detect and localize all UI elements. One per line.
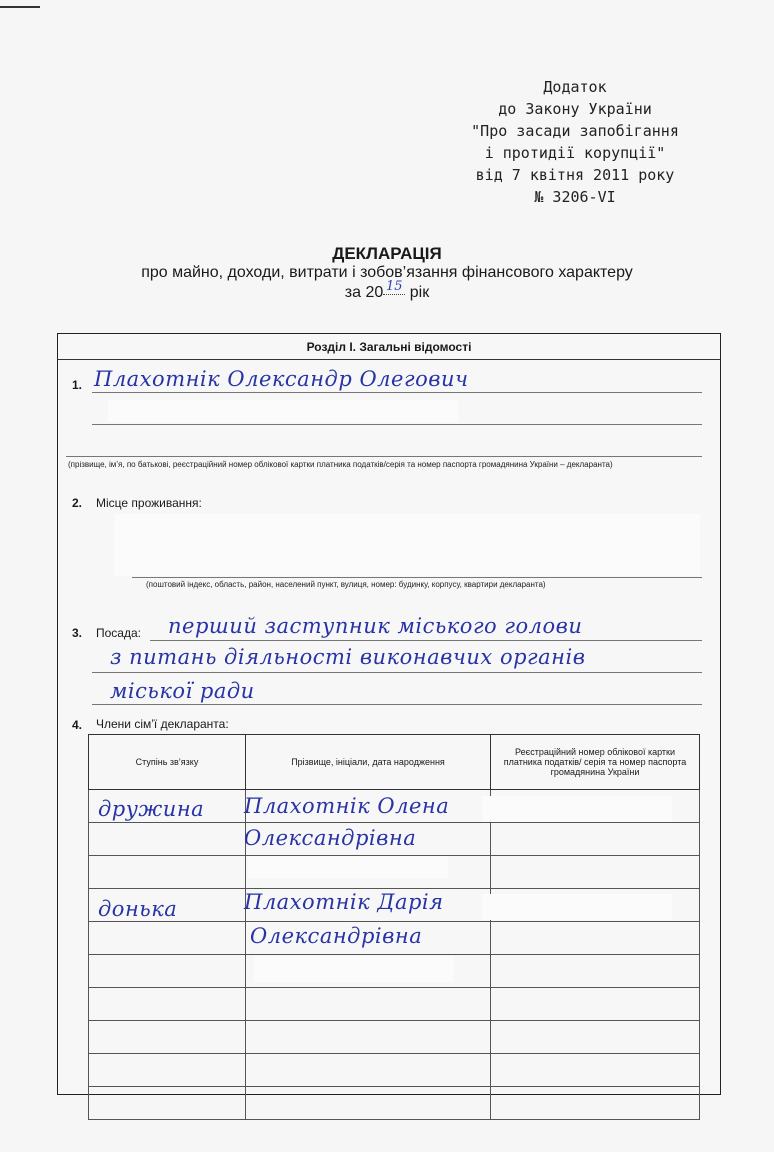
scan-corner-mark bbox=[0, 6, 40, 8]
member-relation-handwritten: дружина bbox=[98, 797, 205, 821]
header-line: № 3206-VI bbox=[534, 188, 616, 206]
header-line: від 7 квітня 2011 року bbox=[475, 166, 675, 184]
member-name-handwritten: Плахотнік Дарія bbox=[244, 890, 444, 914]
item-1-line bbox=[66, 456, 702, 457]
residence-label: Місце проживання: bbox=[96, 496, 202, 510]
header-line: Додаток bbox=[543, 78, 607, 96]
redacted-member-id bbox=[482, 894, 672, 920]
item-1-number: 1. bbox=[72, 378, 83, 392]
item-3-line bbox=[92, 704, 702, 705]
declarant-name-handwritten: Плахотнік Олександр Олегович bbox=[94, 367, 469, 391]
item-4-number: 4. bbox=[72, 718, 83, 732]
member-name-handwritten: Олександрівна bbox=[244, 826, 417, 850]
section-frame bbox=[57, 333, 721, 1095]
family-members-label: Члени сім’ї декларанта: bbox=[96, 717, 229, 731]
column-header-tax-id: Реєстраційний номер облікової картки платника податків/ серія та номер паспорта громадянина України bbox=[491, 735, 700, 790]
redacted-member-dob bbox=[248, 856, 448, 878]
document-subtitle: про майно, доходи, витрати і зобов’язання фінансового характеру bbox=[141, 264, 633, 281]
item-2-caption: (поштовий індекс, область, район, населений пункт, вулиця, номер: будинку, корпусу, квартири декларанта) bbox=[146, 580, 546, 589]
item-1-line bbox=[92, 424, 702, 425]
item-3-line bbox=[92, 672, 702, 673]
table-header-row bbox=[89, 735, 700, 790]
redacted-member-dob bbox=[254, 956, 454, 982]
redacted-member-id bbox=[482, 796, 672, 822]
column-header-relation: Ступінь зв’язку bbox=[89, 735, 246, 790]
year-prefix: за 20 bbox=[344, 284, 384, 301]
year-suffix: рік bbox=[409, 284, 430, 301]
member-name-handwritten: Плахотнік Олена bbox=[244, 794, 450, 818]
position-handwritten-line: перший заступник міського голови bbox=[168, 614, 583, 638]
header-line: і протидії корупції" bbox=[484, 144, 666, 162]
member-name-handwritten: Олександрівна bbox=[250, 924, 423, 948]
item-1-caption: (прізвище, ім’я, по батькові, реєстраційний номер облікової картки платника податків/серія та номер паспорта громадянина України – декларанта) bbox=[68, 460, 613, 469]
item-1-line bbox=[92, 392, 702, 393]
member-relation-handwritten: донька bbox=[98, 897, 178, 921]
law-annex-header bbox=[430, 76, 720, 208]
year-handwritten: 15 bbox=[383, 279, 405, 295]
column-header-name: Прізвище, ініціали, дата народження bbox=[246, 735, 491, 790]
item-3-line bbox=[150, 640, 702, 641]
section-divider bbox=[58, 359, 720, 360]
header-line: "Про засади запобігання bbox=[471, 122, 679, 140]
item-2-line bbox=[132, 577, 702, 578]
table-row bbox=[89, 988, 700, 1021]
table-row bbox=[89, 1054, 700, 1087]
position-handwritten-line: міської ради bbox=[110, 679, 255, 703]
item-2-number: 2. bbox=[72, 496, 83, 510]
redacted-address bbox=[114, 514, 700, 576]
table-row bbox=[89, 1021, 700, 1054]
item-3-number: 3. bbox=[72, 626, 83, 640]
document-title: ДЕКЛАРАЦІЯ bbox=[332, 244, 442, 263]
section-title: Розділ І. Загальні відомості bbox=[306, 340, 472, 354]
redacted-id bbox=[108, 400, 458, 422]
header-line: до Закону України bbox=[498, 100, 652, 118]
declaration-year bbox=[0, 279, 774, 302]
position-label: Посада: bbox=[96, 626, 141, 640]
table-row bbox=[89, 1087, 700, 1120]
position-handwritten-line: з питань діяльності виконавчих органів bbox=[110, 645, 586, 669]
